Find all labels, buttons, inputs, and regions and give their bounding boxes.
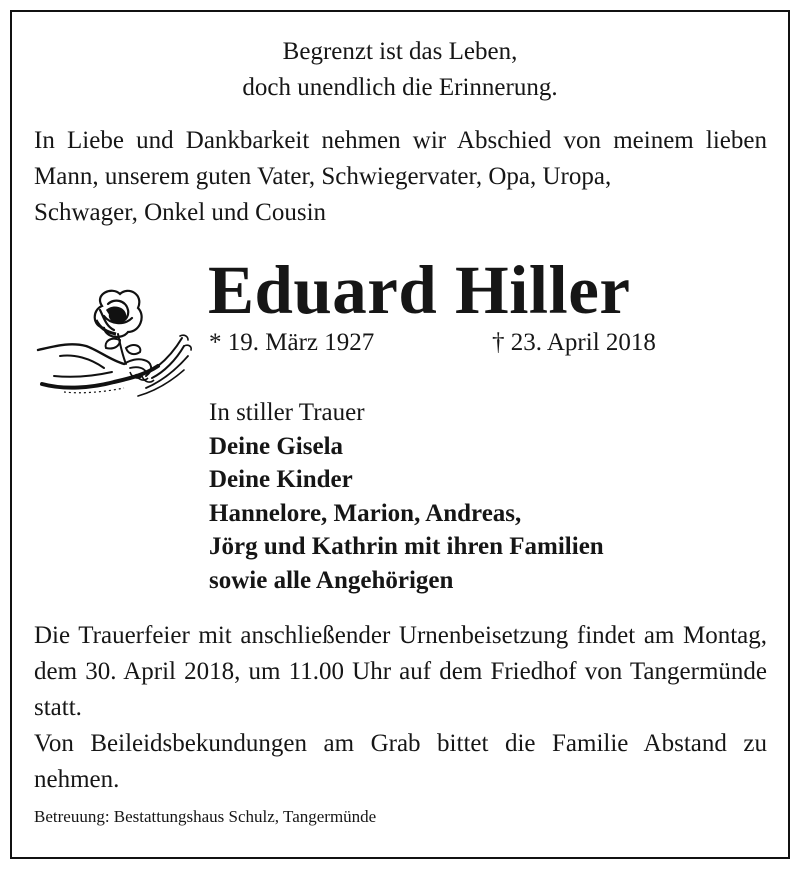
mourner-line: Hannelore, Marion, Andreas, (209, 499, 522, 527)
mourner-line: Deine Gisela (209, 432, 344, 460)
deceased-name: Eduard Hiller (208, 252, 631, 328)
motto-line-2: doch unendlich die Erinnerung. (242, 74, 558, 101)
condolence-request: Von Beileidsbekundungen am Grab bittet die Familie Abstand zu nehmen. (34, 730, 767, 793)
mourner-line: Deine Kinder (209, 466, 353, 493)
mourner-line: sowie alle Angehörigen (209, 566, 454, 594)
death-date: † 23. April 2018 (492, 329, 656, 356)
service-details (34, 618, 767, 798)
farewell-text-last-line: Schwager, Onkel und Cousin (34, 199, 327, 226)
mourners-heading: In stiller Trauer (209, 399, 365, 426)
obituary-notice (10, 10, 790, 859)
mourner-line: Jörg und Kathrin mit ihren Familien (209, 533, 604, 560)
service-announcement: Die Trauerfeier mit anschließender Urnenbeisetzung findet am Montag, dem 30. April 2018, um 11.00 Uhr auf dem Friedhof von Tangermünde statt. (34, 622, 767, 721)
mourners-block (209, 396, 604, 597)
farewell-text-main: In Liebe und Dankbarkeit nehmen wir Abschied von meinem lieben Mann, unserem guten Vater, Schwiegervater, Opa, Uropa, (34, 127, 767, 190)
motto (12, 34, 788, 106)
funeral-home-credit: Betreuung: Bestattungshaus Schulz, Tangermünde (34, 807, 377, 826)
birth-date: * 19. März 1927 (209, 329, 375, 356)
motto-line-1: Begrenzt ist das Leben, (282, 38, 518, 65)
rose-in-hand-icon (34, 280, 194, 416)
farewell-text (34, 123, 767, 231)
